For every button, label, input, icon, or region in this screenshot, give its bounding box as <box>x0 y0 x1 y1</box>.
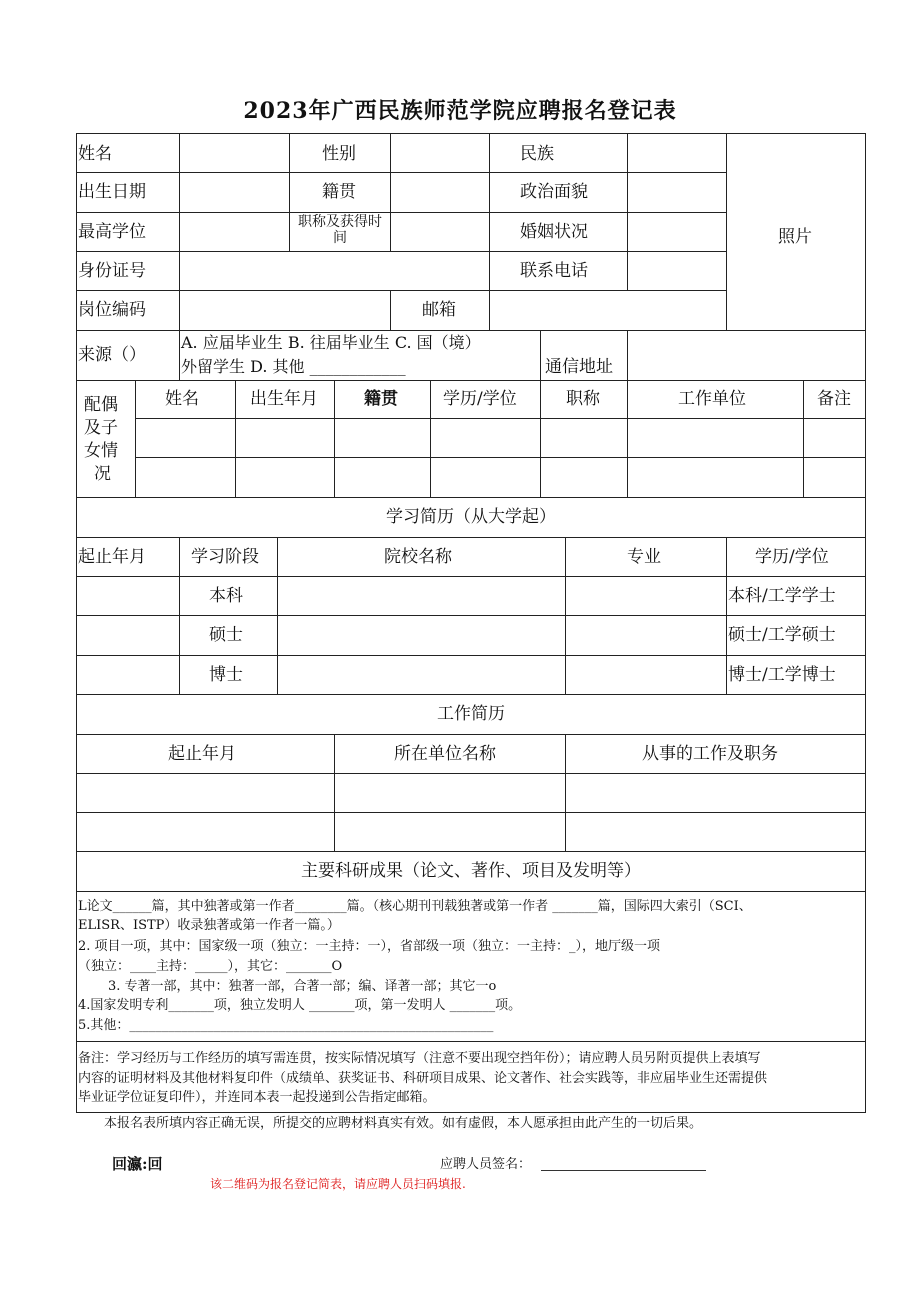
col-line <box>390 133 391 251</box>
row-line <box>76 891 866 892</box>
research-line: ELISR、ISTP）收录独著或第一作者一篇。） <box>78 918 340 933</box>
qr-code[interactable]: 回瀛:回 <box>112 1155 163 1173</box>
family-label-line: 配偶 <box>84 395 118 415</box>
row-line <box>76 212 726 213</box>
study-degree: 博士/工学博士 <box>728 665 836 685</box>
col-line <box>430 380 431 497</box>
col-line <box>179 330 180 380</box>
col-line <box>289 133 290 251</box>
label-source: 来源（） <box>78 345 146 365</box>
label-marital: 婚姻状况 <box>520 222 588 242</box>
family-header: 职称 <box>566 389 600 409</box>
signature-label: 应聘人员签名： <box>440 1157 532 1172</box>
col-line <box>565 537 566 694</box>
row-line <box>76 851 866 852</box>
research-line: 5.其他：________________________________________________________ <box>78 1018 494 1033</box>
label-political: 政治面貌 <box>520 182 588 202</box>
col-line <box>277 537 278 694</box>
col-line <box>334 380 335 497</box>
label-name: 姓名 <box>78 144 112 164</box>
row-line <box>76 655 866 656</box>
study-stage: 本科 <box>209 586 243 606</box>
family-header: 学历/学位 <box>443 389 517 409</box>
row-line <box>76 330 866 331</box>
row-line <box>76 537 866 538</box>
col-line <box>803 380 804 497</box>
label-title-time: 职称及获得时间 <box>298 214 382 246</box>
label-family <box>84 394 118 486</box>
row-line <box>76 615 866 616</box>
study-section-title: 学习简历（从大学起） <box>386 507 556 527</box>
col-line <box>627 133 628 291</box>
row-line <box>76 290 726 291</box>
work-section-title: 工作简历 <box>437 704 505 724</box>
photo-cell: 照片 <box>778 227 812 247</box>
source-options-1: A. 应届毕业生 B. 往届毕业生 C. 国（境） <box>181 333 481 352</box>
note-line: 备注：学习经历与工作经历的填写需连贯，按实际情况填写（注意不要出现空挡年份）；请应聘人员另附页提供上表填写 <box>78 1051 761 1066</box>
qr-note: 该二维码为报名登记简表，请应聘人员扫码填报. <box>210 1177 466 1191</box>
study-header: 起止年月 <box>78 547 146 567</box>
col-line <box>565 734 566 851</box>
col-line <box>489 133 490 330</box>
work-header: 起止年月 <box>168 744 236 764</box>
label-phone: 联系电话 <box>520 261 588 281</box>
col-line <box>540 330 541 380</box>
label-native-place: 籍贯 <box>322 182 356 202</box>
family-header: 工作单位 <box>678 389 746 409</box>
label-address: 通信地址 <box>545 357 613 377</box>
research-line: 4.国家发明专利_______项，独立发明人 _______项，第一发明人 _______项。 <box>78 998 522 1013</box>
label-degree: 最高学位 <box>78 222 146 242</box>
col-line <box>334 734 335 851</box>
study-stage: 硕士 <box>209 625 243 645</box>
work-header: 从事的工作及职务 <box>642 744 778 764</box>
declaration: 本报名表所填内容正确无误，所提交的应聘材料真实有效。如有虚假，本人愿承担由此产生的一切后果。 <box>104 1116 703 1131</box>
col-line <box>135 380 136 497</box>
row-line <box>76 773 866 774</box>
page-title: 2023年广西民族师范学院应聘报名登记表 <box>243 98 677 124</box>
family-header: 籍贯 <box>364 389 398 409</box>
col-line <box>726 133 727 330</box>
family-label-line: 况 <box>94 464 111 484</box>
signature-field[interactable] <box>541 1170 706 1171</box>
research-section-title: 主要科研成果（论文、著作、项目及发明等） <box>301 861 641 881</box>
label-id-no: 身份证号 <box>78 261 146 281</box>
row-line <box>135 457 866 458</box>
col-line <box>179 133 180 330</box>
source-options-2: 外留学生 D. 其他 ____________ <box>181 357 406 376</box>
col-line <box>627 380 628 497</box>
research-line: 2. 项目一项，其中：国家级一项（独立：一主持：一），省部级一项（独立：一主持：_），地厅级一项 <box>78 939 661 954</box>
study-header: 学历/学位 <box>755 547 829 567</box>
study-header: 院校名称 <box>384 547 452 567</box>
row-line <box>76 694 866 695</box>
label-email: 邮箱 <box>422 300 456 320</box>
research-line: L论文______篇，其中独著或第一作者________篇。（核心期刊刊载独著或第一作者 _______篇，国际四大索引（SCI、 <box>78 899 752 914</box>
row-line <box>76 380 866 381</box>
row-line <box>76 576 866 577</box>
family-header: 备注 <box>817 389 851 409</box>
family-label-line: 女情 <box>84 441 118 461</box>
family-header: 姓名 <box>165 389 199 409</box>
col-line <box>235 380 236 497</box>
family-header: 出生年月 <box>250 389 318 409</box>
col-line <box>540 380 541 497</box>
row-line <box>135 418 866 419</box>
study-degree: 硕士/工学硕士 <box>728 625 836 645</box>
study-stage: 博士 <box>209 665 243 685</box>
note-line: 内容的证明材料及其他材料复印件（成绩单、获奖证书、科研项目成果、论文著作、社会实践等，非应届毕业生还需提供 <box>78 1071 768 1086</box>
row-line <box>76 1041 866 1042</box>
research-line: （独立：____主持：_____），其它：_______O <box>78 959 343 974</box>
label-post-code: 岗位编码 <box>78 300 146 320</box>
label-ethnicity: 民族 <box>520 144 554 164</box>
row-line <box>76 251 726 252</box>
row-line <box>76 812 866 813</box>
study-degree: 本科/工学学士 <box>728 586 836 606</box>
col-line <box>179 537 180 694</box>
label-birth: 出生日期 <box>78 182 146 202</box>
row-line <box>76 497 866 498</box>
study-header: 学习阶段 <box>191 547 259 567</box>
note-line: 毕业证学位证复印件），并连同本表一起投递到公告指定邮箱。 <box>78 1090 436 1105</box>
col-line <box>726 537 727 694</box>
row-line <box>76 734 866 735</box>
col-line <box>627 330 628 380</box>
study-header: 专业 <box>627 547 661 567</box>
row-line <box>76 172 726 173</box>
label-gender: 性别 <box>322 144 356 164</box>
research-line: 3. 专著一部，其中：独著一部，合著一部；编、译著一部；其它一o <box>108 979 497 994</box>
work-header: 所在单位名称 <box>394 744 496 764</box>
family-label-line: 及子 <box>84 418 118 438</box>
col-line <box>390 290 391 330</box>
